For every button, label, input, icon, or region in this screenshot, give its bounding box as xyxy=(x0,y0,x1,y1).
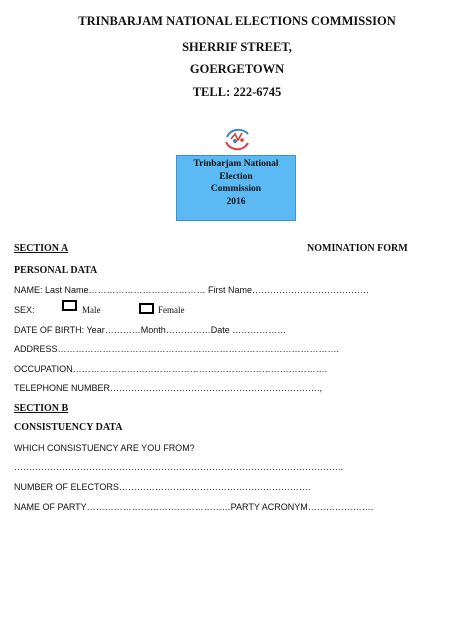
telephone-header: TELL: 222-6745 xyxy=(192,85,282,99)
female-label: Female xyxy=(158,305,185,315)
personal-data-heading: PERSONAL DATA xyxy=(14,265,98,276)
female-checkbox[interactable] xyxy=(139,303,154,314)
form-title: NOMINATION FORM xyxy=(307,243,408,254)
box-line-1: Trinbarjam National xyxy=(193,159,279,169)
city: GOERGETOWN xyxy=(189,62,285,76)
commission-logo-icon xyxy=(221,125,253,155)
org-title: TRINBARJAM NATIONAL ELECTIONS COMMISSION xyxy=(78,14,396,28)
constituency-field[interactable]: ……………………………………………………………………………………………….. xyxy=(14,462,344,472)
occupation-field[interactable]: OCCUPATION…………………………………………………………………………. xyxy=(14,364,328,374)
box-line-2: Election xyxy=(219,171,253,182)
name-field[interactable]: NAME: Last Name………………………………… First Name………………………………… xyxy=(14,285,370,295)
constituency-question: WHICH CONSISTUENCY ARE YOU FROM? xyxy=(14,443,195,453)
section-b-label: SECTION B xyxy=(14,403,69,414)
telephone-field[interactable]: TELEPHONE NUMBER……………………………………………………………., xyxy=(14,383,323,393)
sex-label: SEX: xyxy=(14,305,35,315)
date-of-birth-field[interactable]: DATE OF BIRTH: Year…………Month……………Date ……………… xyxy=(14,325,287,335)
street-address: SHERRIF STREET, xyxy=(182,40,292,54)
constituency-data-heading: CONSISTUENCY DATA xyxy=(14,422,123,433)
electors-field[interactable]: NUMBER OF ELECTORS………………………………………………………. xyxy=(14,482,311,492)
section-a-label: SECTION A xyxy=(14,243,69,254)
box-line-3: Commission xyxy=(210,184,262,194)
commission-info-box xyxy=(176,155,296,221)
box-line-4: 2016 xyxy=(226,196,246,207)
male-label: Male xyxy=(82,305,101,315)
address-field[interactable]: ADDRESS…………………………………………………………………………………. xyxy=(14,344,340,354)
male-checkbox[interactable] xyxy=(62,300,77,311)
party-field[interactable]: NAME OF PARTY…………………………………………PARTY ACRONYM…………………. xyxy=(14,502,374,512)
